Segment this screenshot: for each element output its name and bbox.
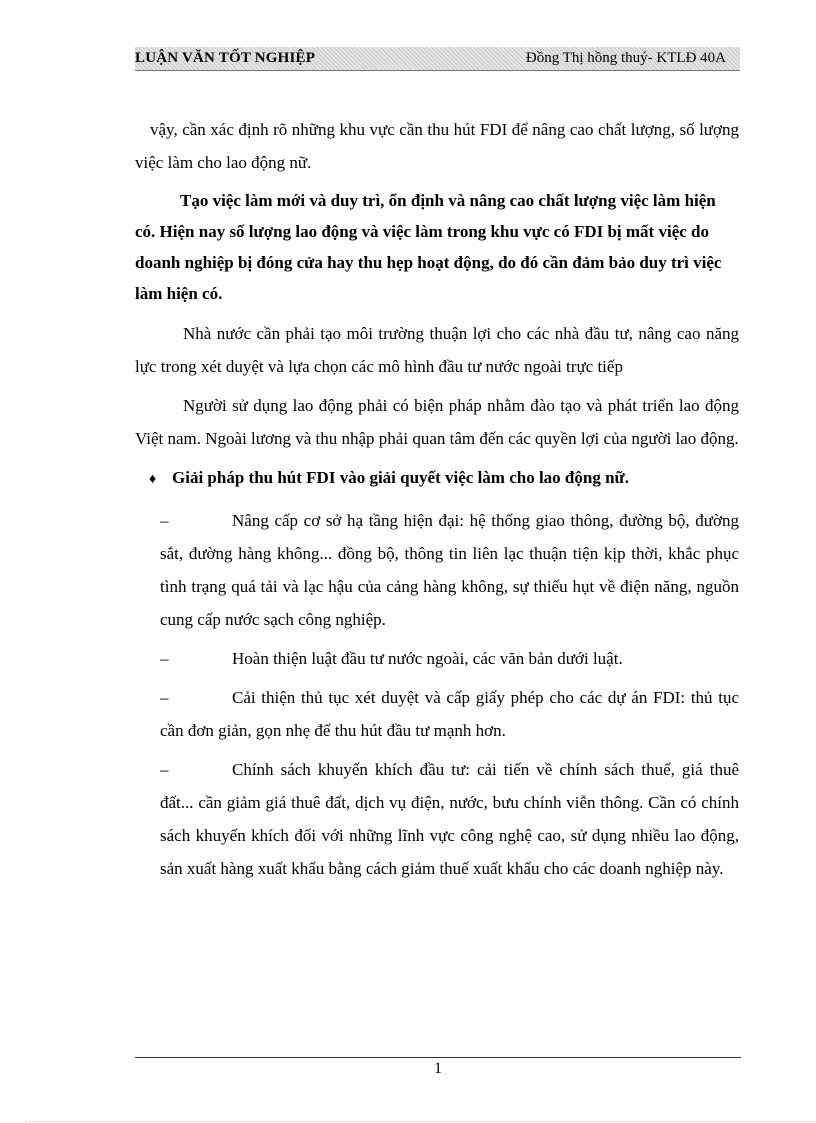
paragraph-intro: vậy, cần xác định rõ những khu vực cần thu hút FDI để nâng cao chất lượng, số lượng việc làm cho lao động nữ. xyxy=(135,120,739,172)
dash-icon: – xyxy=(160,511,169,530)
list-item xyxy=(135,681,739,747)
dash-icon: – xyxy=(160,688,169,707)
list-item-text: Chính sách khuyến khích đầu tư: cải tiến về chính sách thuế, giá thuê đất... cần giảm giá thuê đất, dịch vụ điện, nước, bưu chính viễn thông. Cần có chính sách khuyến khích đối với những lĩnh vực công nghệ cao, sử dụng nhiều lao động, sản xuất hàng xuất khẩu bằng cách giảm thuế xuất khẩu cho các doanh nghiệp này. xyxy=(160,760,739,878)
page-edge-divider xyxy=(25,1121,815,1122)
dash-icon: – xyxy=(160,760,169,779)
list-item xyxy=(135,504,739,636)
list-item-text: Cải thiện thủ tục xét duyệt và cấp giấy phép cho các dự án FDI: thủ tục cần đơn giản, gọn nhẹ để thu hút đầu tư mạnh hơn. xyxy=(160,688,739,740)
paragraph-employer-role: Người sử dụng lao động phải có biện pháp nhằm đào tạo và phát triển lao động Việt nam. Ngoài lương và thu nhập phải quan tâm đến các quyền lợi của người lao động. xyxy=(135,396,739,448)
bullet-heading xyxy=(135,461,739,496)
page-number: 1 xyxy=(434,1060,442,1077)
diamond-bullet-icon: ♦ xyxy=(149,472,157,487)
list-item xyxy=(135,642,739,675)
header-author: Đồng Thị hồng thuý- KTLĐ 40A xyxy=(525,50,726,66)
list-item-text: Nâng cấp cơ sở hạ tầng hiện đại: hệ thống giao thông, đường bộ, đường sắt, đường hàng không... đồng bộ, thông tin liên lạc thuận tiện kịp thời, khắc phục tình trạng quá tải và lạc hậu của cảng hàng không, sự thiếu hụt về điện năng, nguồn cung cấp nước sạch công nghiệp. xyxy=(160,511,739,629)
dash-icon: – xyxy=(160,649,169,668)
paragraph-state-role: Nhà nước cần phải tạo môi trường thuận lợi cho các nhà đầu tư, nâng cao năng lực trong xét duyệt và lựa chọn các mô hình đầu tư nước ngoài trực tiếp xyxy=(135,324,739,376)
page-header xyxy=(135,47,740,71)
paragraph-bold-emphasis: Tạo việc làm mới và duy trì, ổn định và nâng cao chất lượng việc làm hiện có. Hiện nay số lượng lao động và việc làm trong khu vực có FDI bị mất việc do doanh nghiệp bị đóng cửa hay thu hẹp hoạt động, do đó cần đảm bảo duy trì việc làm hiện có. xyxy=(135,191,722,303)
page-body xyxy=(135,113,739,891)
header-title: LUẬN VĂN TỐT NGHIỆP xyxy=(135,50,316,66)
bullet-heading-text: Giải pháp thu hút FDI vào giải quyết việc làm cho lao động nữ. xyxy=(172,468,629,487)
list-item xyxy=(135,753,739,885)
list-item-text: Hoàn thiện luật đầu tư nước ngoài, các văn bản dưới luật. xyxy=(232,649,623,668)
